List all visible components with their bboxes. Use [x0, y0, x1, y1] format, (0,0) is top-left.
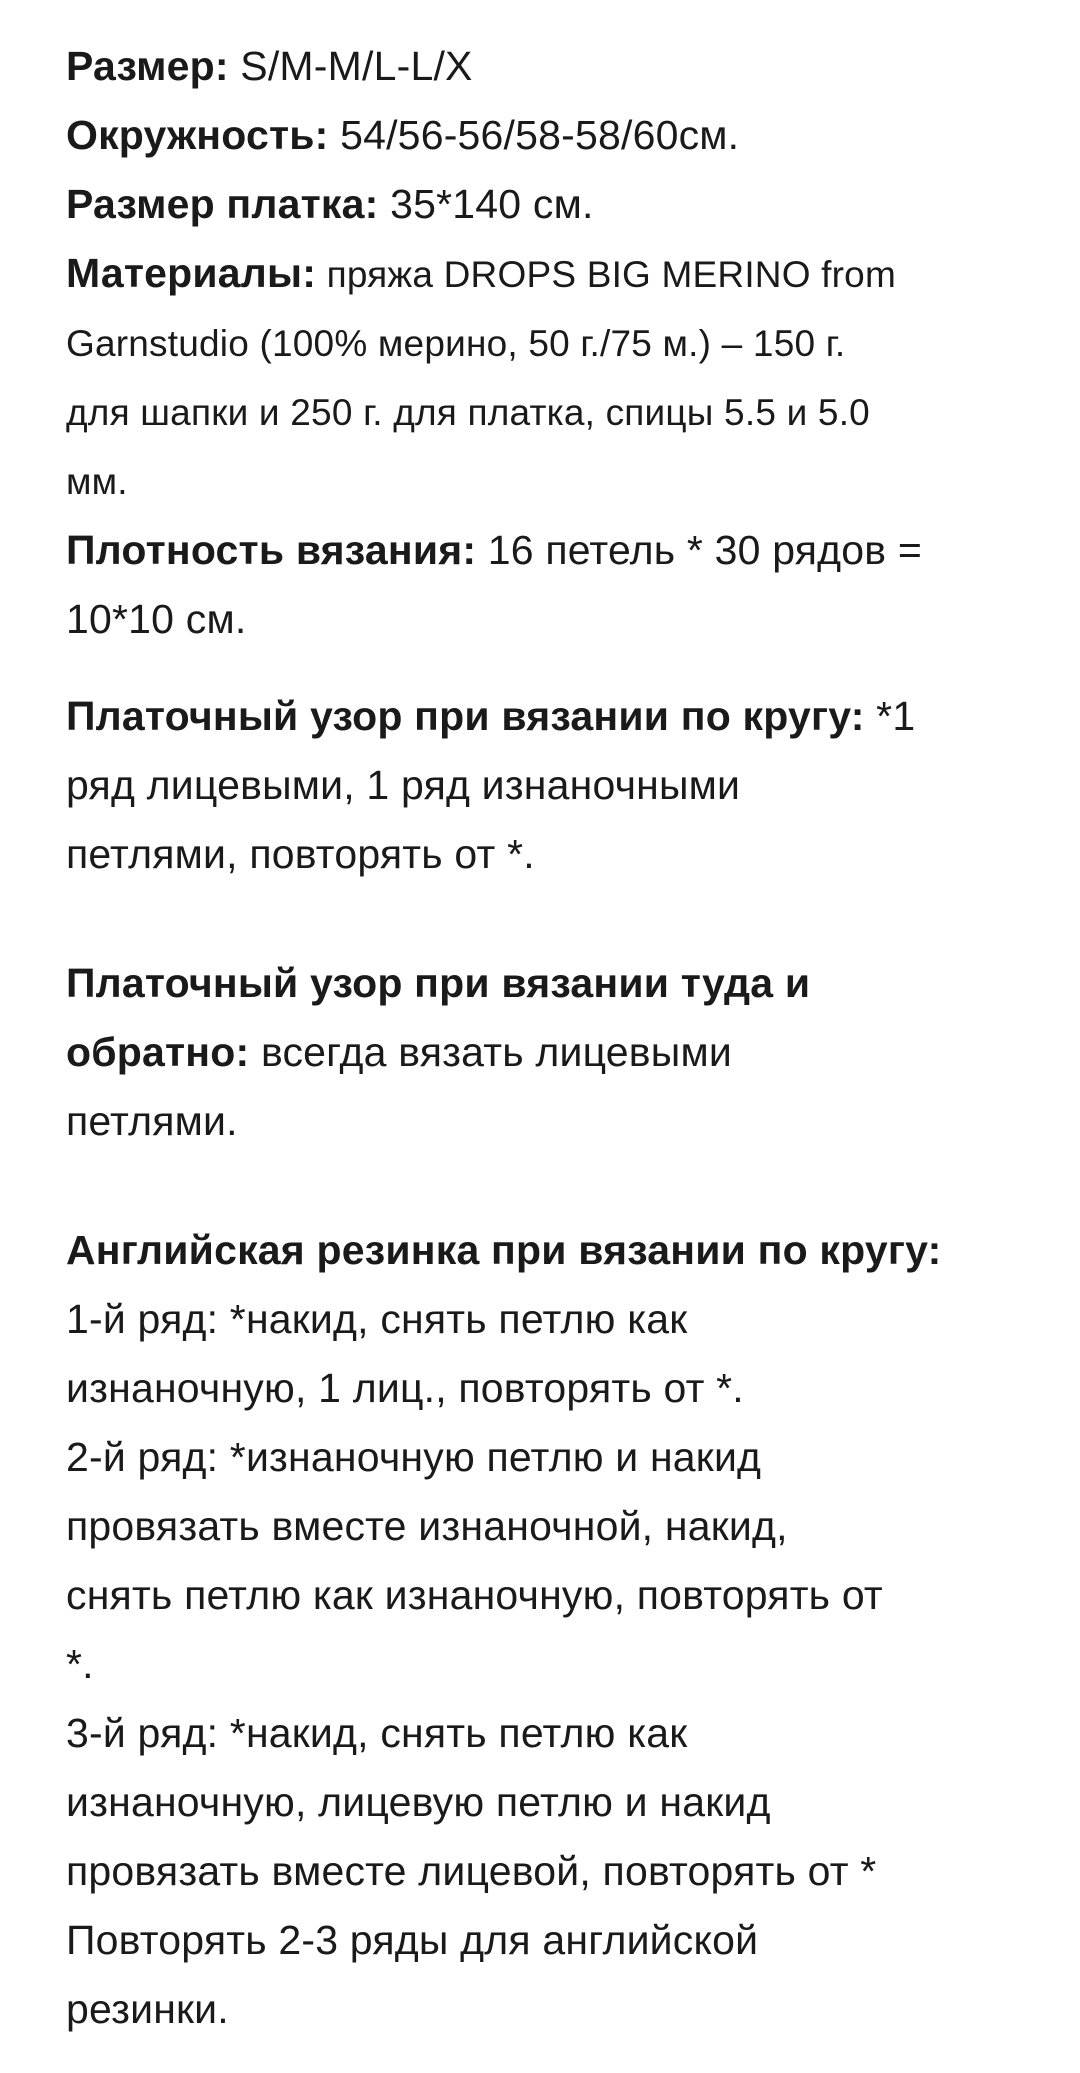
- english-rib-line: 2-й ряд: *изнаночную петлю и накид: [66, 1434, 762, 1480]
- garter-round-text: *1: [864, 693, 916, 739]
- scarf-size-line: [66, 170, 1014, 239]
- materials-text: пряжа DROPS BIG MERINO from: [316, 254, 896, 295]
- english-rib-line: провязать вместе изнаночной, накид,: [66, 1503, 788, 1549]
- english-rib-line: провязать вместе лицевой, повторять от *: [66, 1848, 877, 1894]
- english-rib-line: 3-й ряд: *накид, снять петлю как: [66, 1710, 688, 1756]
- scarf-size-label: Размер платка:: [66, 181, 379, 227]
- size-value: S/M-M/L-L/X: [228, 43, 473, 89]
- circumference-line: [66, 101, 1014, 170]
- garter-flat-label-2: обратно:: [66, 1029, 250, 1075]
- scarf-size-value: 35*140 см.: [378, 181, 594, 227]
- garter-flat-line-3: петлями.: [66, 1098, 238, 1144]
- materials-label: Материалы:: [66, 250, 317, 296]
- garter-round-line-1: [66, 682, 1014, 751]
- garter-round-line-2: ряд лицевыми, 1 ряд изнаночными: [66, 762, 741, 808]
- english-rib-line: изнаночную, лицевую петлю и накид: [66, 1779, 771, 1825]
- garter-round-label: Платочный узор при вязании по кругу:: [66, 693, 865, 739]
- materials-line-3: для шапки и 250 г. для платка, спицы 5.5 и 5.0: [66, 392, 870, 433]
- english-rib-line: снять петлю как изнаночную, повторять от: [66, 1572, 883, 1618]
- size-label: Размер:: [66, 43, 229, 89]
- gauge-text: 16 петель * 30 рядов =: [476, 527, 922, 573]
- materials-line-1: [66, 239, 1014, 309]
- circumference-label: Окружность:: [66, 112, 329, 158]
- gauge-line-2: 10*10 см.: [66, 596, 247, 642]
- english-rib-line: Повторять 2-3 ряды для английской: [66, 1917, 759, 1963]
- garter-flat-text: всегда вязать лицевыми: [249, 1029, 732, 1075]
- garter-round-line-3: петлями, повторять от *.: [66, 831, 535, 877]
- english-rib-line: *.: [66, 1641, 94, 1687]
- english-rib-line: 1-й ряд: *накид, снять петлю как: [66, 1296, 688, 1342]
- materials-line-2: Garnstudio (100% мерино, 50 г./75 м.) – 150 г.: [66, 323, 846, 364]
- circumference-value: 54/56-56/58-58/60см.: [328, 112, 740, 158]
- garter-flat-label-1: Платочный узор при вязании туда и: [66, 960, 811, 1006]
- garter-flat-line-2: [66, 1018, 1014, 1087]
- gauge-label: Плотность вязания:: [66, 527, 477, 573]
- english-rib-line: резинки.: [66, 1986, 229, 2032]
- gauge-line-1: [66, 516, 1014, 585]
- english-rib-line: изнаночную, 1 лиц., повторять от *.: [66, 1365, 744, 1411]
- size-line: [66, 32, 1014, 101]
- materials-line-4: мм.: [66, 461, 128, 502]
- english-rib-label: Английская резинка при вязании по кругу:: [66, 1227, 942, 1273]
